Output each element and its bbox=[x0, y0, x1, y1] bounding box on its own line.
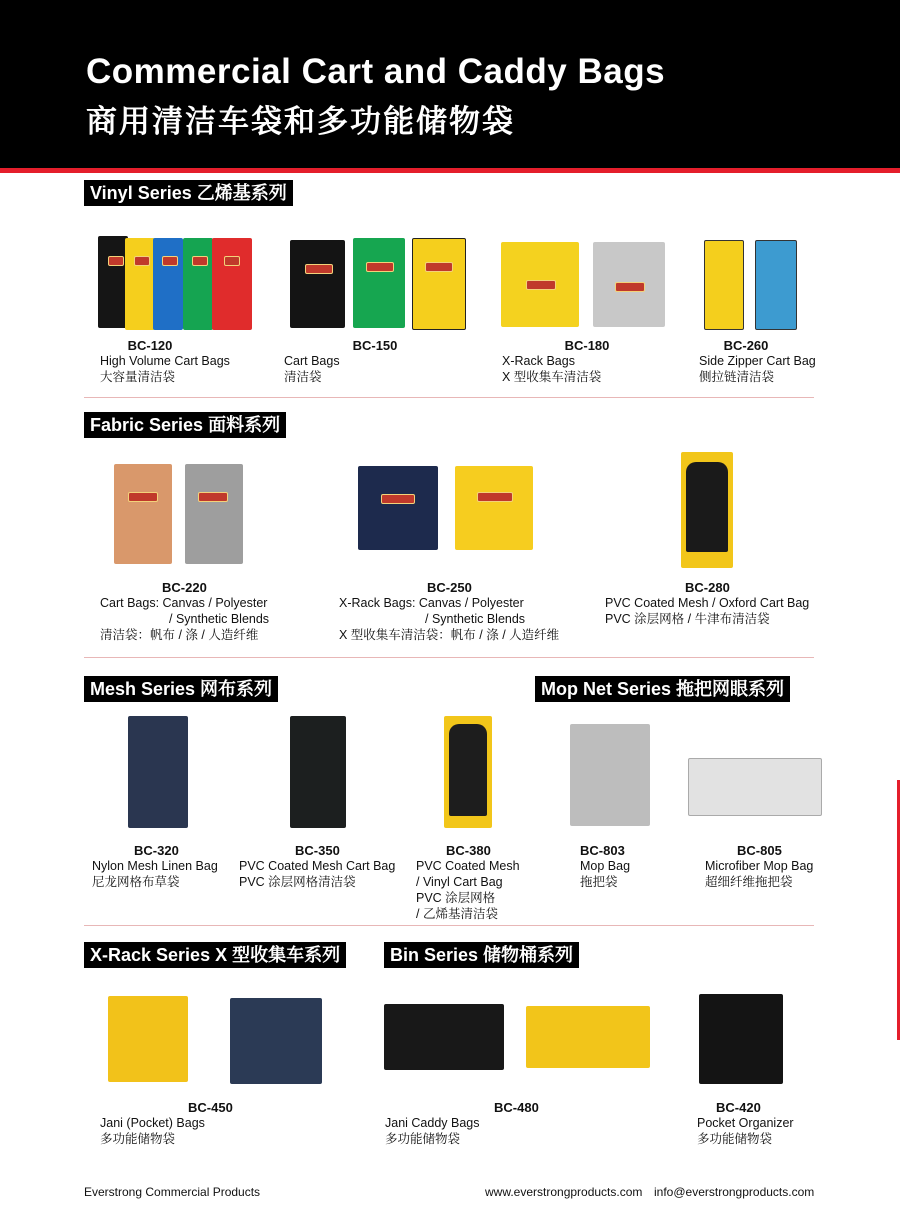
product-desc-bc350-zh: PVC 涂层网格清洁袋 bbox=[239, 875, 356, 889]
product-code-bc450: BC-450 bbox=[188, 1100, 233, 1115]
product-code-bc420: BC-420 bbox=[716, 1100, 761, 1115]
product-desc-bc260-zh: 侧拉链清洁袋 bbox=[699, 370, 775, 384]
product-code-bc803: BC-803 bbox=[580, 843, 625, 858]
product-desc-bc380-zh2: / 乙烯基清洁袋 bbox=[416, 907, 498, 921]
product-desc-bc805-zh: 超细纤维拖把袋 bbox=[705, 875, 793, 889]
product-desc-bc803-zh: 拖把袋 bbox=[580, 875, 618, 889]
series-heading-mopnet: Mop Net Series 拖把网眼系列 bbox=[535, 676, 790, 702]
product-desc-bc250-en2: / Synthetic Blends bbox=[425, 612, 526, 626]
product-desc-bc450-zh: 多功能储物袋 bbox=[100, 1132, 176, 1146]
product-code-bc805: BC-805 bbox=[737, 843, 782, 858]
product-desc-bc380-en: PVC Coated Mesh bbox=[416, 859, 520, 873]
product-desc-bc260-en: Side Zipper Cart Bag bbox=[699, 354, 816, 368]
series-heading-bin: Bin Series 储物桶系列 bbox=[384, 942, 579, 968]
product-desc-bc120-en: High Volume Cart Bags bbox=[100, 354, 230, 368]
product-desc-bc280-zh: PVC 涂层网格 / 牛津布清洁袋 bbox=[605, 612, 770, 626]
series-heading-fabric: Fabric Series 面料系列 bbox=[84, 412, 286, 438]
product-desc-bc220-zh: 清洁袋：帆布 / 涤 / 人造纤维 bbox=[100, 628, 259, 642]
product-desc-bc320-zh: 尼龙网格布草袋 bbox=[92, 875, 180, 889]
product-desc-bc803-en: Mop Bag bbox=[580, 859, 631, 873]
product-desc-bc280-en: PVC Coated Mesh / Oxford Cart Bag bbox=[605, 596, 810, 610]
series-heading-mesh: Mesh Series 网布系列 bbox=[84, 676, 278, 702]
product-code-bc380: BC-380 bbox=[446, 843, 491, 858]
product-desc-bc250-en: X-Rack Bags: Canvas / Polyester bbox=[339, 596, 524, 610]
section-divider bbox=[84, 925, 814, 926]
footer-website[interactable]: www.everstrongproducts.com bbox=[485, 1185, 643, 1199]
product-code-bc350: BC-350 bbox=[295, 843, 340, 858]
product-desc-bc380-zh: PVC 涂层网格 bbox=[416, 891, 496, 905]
product-desc-bc250-zh: X 型收集车清洁袋：帆布 / 涤 / 人造纤维 bbox=[339, 628, 560, 642]
section-divider bbox=[84, 397, 814, 398]
product-code-bc260: BC-260 bbox=[723, 338, 769, 353]
product-code-bc180: BC-180 bbox=[564, 338, 610, 353]
product-desc-bc180-zh: X 型收集车清洁袋 bbox=[502, 370, 602, 384]
product-code-bc280: BC-280 bbox=[685, 580, 730, 595]
product-desc-bc220-en: Cart Bags: Canvas / Polyester bbox=[100, 596, 268, 610]
page-title-english: Commercial Cart and Caddy Bags bbox=[86, 52, 666, 91]
product-desc-bc180-en: X-Rack Bags bbox=[502, 354, 575, 368]
product-desc-bc480-zh: 多功能储物袋 bbox=[385, 1132, 461, 1146]
product-desc-bc150-en: Cart Bags bbox=[284, 354, 340, 368]
product-desc-bc380-en2: / Vinyl Cart Bag bbox=[416, 875, 503, 889]
product-code-bc320: BC-320 bbox=[134, 843, 179, 858]
footer-email[interactable]: info@everstrongproducts.com bbox=[654, 1185, 815, 1199]
product-desc-bc120-zh: 大容量清洁袋 bbox=[100, 370, 176, 384]
product-code-bc250: BC-250 bbox=[427, 580, 472, 595]
series-heading-xrack: X-Rack Series X 型收集车系列 bbox=[84, 942, 346, 968]
product-desc-bc350-en: PVC Coated Mesh Cart Bag bbox=[239, 859, 396, 873]
product-desc-bc320-en: Nylon Mesh Linen Bag bbox=[92, 859, 218, 873]
product-code-bc120: BC-120 bbox=[127, 338, 173, 353]
header-accent-bar bbox=[0, 168, 900, 173]
series-heading-vinyl: Vinyl Series 乙烯基系列 bbox=[84, 180, 293, 206]
product-desc-bc450-en: Jani (Pocket) Bags bbox=[100, 1116, 205, 1130]
product-desc-bc220-en2: / Synthetic Blends bbox=[169, 612, 270, 626]
product-desc-bc480-en: Jani Caddy Bags bbox=[385, 1116, 480, 1130]
product-desc-bc805-en: Microfiber Mop Bag bbox=[705, 859, 814, 873]
product-desc-bc150-zh: 清洁袋 bbox=[284, 370, 322, 384]
product-code-bc480: BC-480 bbox=[494, 1100, 539, 1115]
section-divider bbox=[84, 657, 814, 658]
page-title-chinese: 商用清洁车袋和多功能储物袋 bbox=[86, 104, 515, 139]
footer-company: Everstrong Commercial Products bbox=[84, 1185, 261, 1199]
product-code-bc220: BC-220 bbox=[162, 580, 207, 595]
product-code-bc150: BC-150 bbox=[352, 338, 398, 353]
product-desc-bc420-zh: 多功能储物袋 bbox=[697, 1132, 773, 1146]
product-desc-bc420-en: Pocket Organizer bbox=[697, 1116, 794, 1130]
